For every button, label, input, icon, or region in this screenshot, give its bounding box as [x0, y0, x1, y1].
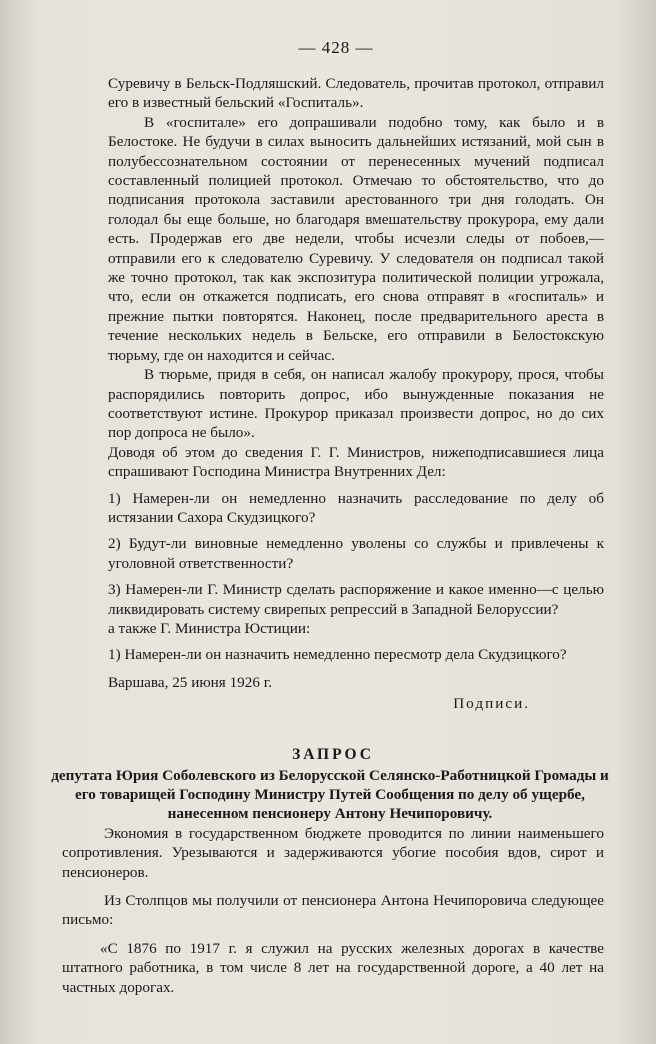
section-body — [62, 824, 604, 997]
paragraph: Доводя об этом до сведения Г. Г. Министров, нижеподписавшиеся лица спрашивают Господина Министра Внутренних Дел: — [108, 443, 604, 481]
date-line: Варшава, 25 июня 1926 г. — [108, 673, 273, 691]
page-number: — 428 — — [298, 38, 374, 57]
question-item: 1) Намерен-ли он немедленно назначить расследование по делу об истязании Сахора Скудзицкого? — [108, 489, 604, 526]
section-subtitle: депутата Юрия Соболевского из Белорусской Селянско-Работницкой Громады и его товарищей Господину Министру Путей Сообщения по делу об ущербе, нанесенном пенсионеру Антону Нечипоровичу. — [51, 766, 609, 823]
paragraph: В тюрьме, придя в себя, он написал жалобу прокурору, прося, чтобы распорядились повторить допрос, ибо вынужденные показания не соответствуют истине. Прокурор приказал произвести допрос, но до сих пор допроса не было». — [108, 366, 604, 442]
paragraph: Суревичу в Бельск-Подляшский. Следователь, прочитав протокол, отправил его в известный бельский «Госпиталь». — [108, 75, 604, 112]
signatures: Подписи. — [453, 695, 530, 713]
question-item: 2) Будут-ли виновные немедленно уволены со службы и привлечены к уголовной ответственности? — [108, 535, 604, 572]
section-title: ЗАПРОС — [292, 745, 374, 763]
paragraph: Экономия в государственном бюджете проводится по линии наименьшего сопротивления. Урезываются и задерживаются убогие пособия вдов, сирот и пенсионеров. — [62, 824, 604, 881]
question-item: 1) Намерен-ли он назначить немедленно пересмотр дела Скудзицкого? — [108, 646, 567, 664]
paragraph: Из Столпцов мы получили от пенсионера Антона Нечипоровича следующее письмо: — [62, 892, 604, 929]
question-item: 3) Намерен-ли Г. Министр сделать распоряжение и какое именно—с целью ликвидировать систему свирепых репрессий в Западной Белоруссии? — [108, 581, 604, 618]
quoted-letter: «С 1876 по 1917 г. я служил на русских железных дорогах в качестве штатного работника, в том числе 8 лет на государственной дороге, а 40 лет на частных дорогах. — [62, 939, 604, 996]
paragraph: В «госпитале» его допрашивали подобно тому, как было и в Белостоке. Не будучи в силах выносить дальнейших истязаний, мой сын в полубессознательном состоянии от перенесенных мучений подписал составленный полицией протокол. Отмечаю то обстоятельство, что до подписания протокола заставили арестованного три дня голодать. Он голодал бы еще больше, но благодаря вмешательству прокурора, ему дали есть. Продержав его две недели, чтобы исчезли следы от побоев,—отправили его к следователю Суревичу. У следователя он подписал такой же точно протокол, так как экспозитура политической полиции угрожала, что, если он откажется подписать, его снова отправят в «госпиталь» и прежние пытки повторятся. Наконец, после предварительного ареста в течение нескольких недель в Бельске, его отправили в Белостокскую тюрьму, где он находится и сейчас. — [108, 113, 604, 364]
paragraph: а также Г. Министра Юстиции: — [108, 619, 311, 637]
